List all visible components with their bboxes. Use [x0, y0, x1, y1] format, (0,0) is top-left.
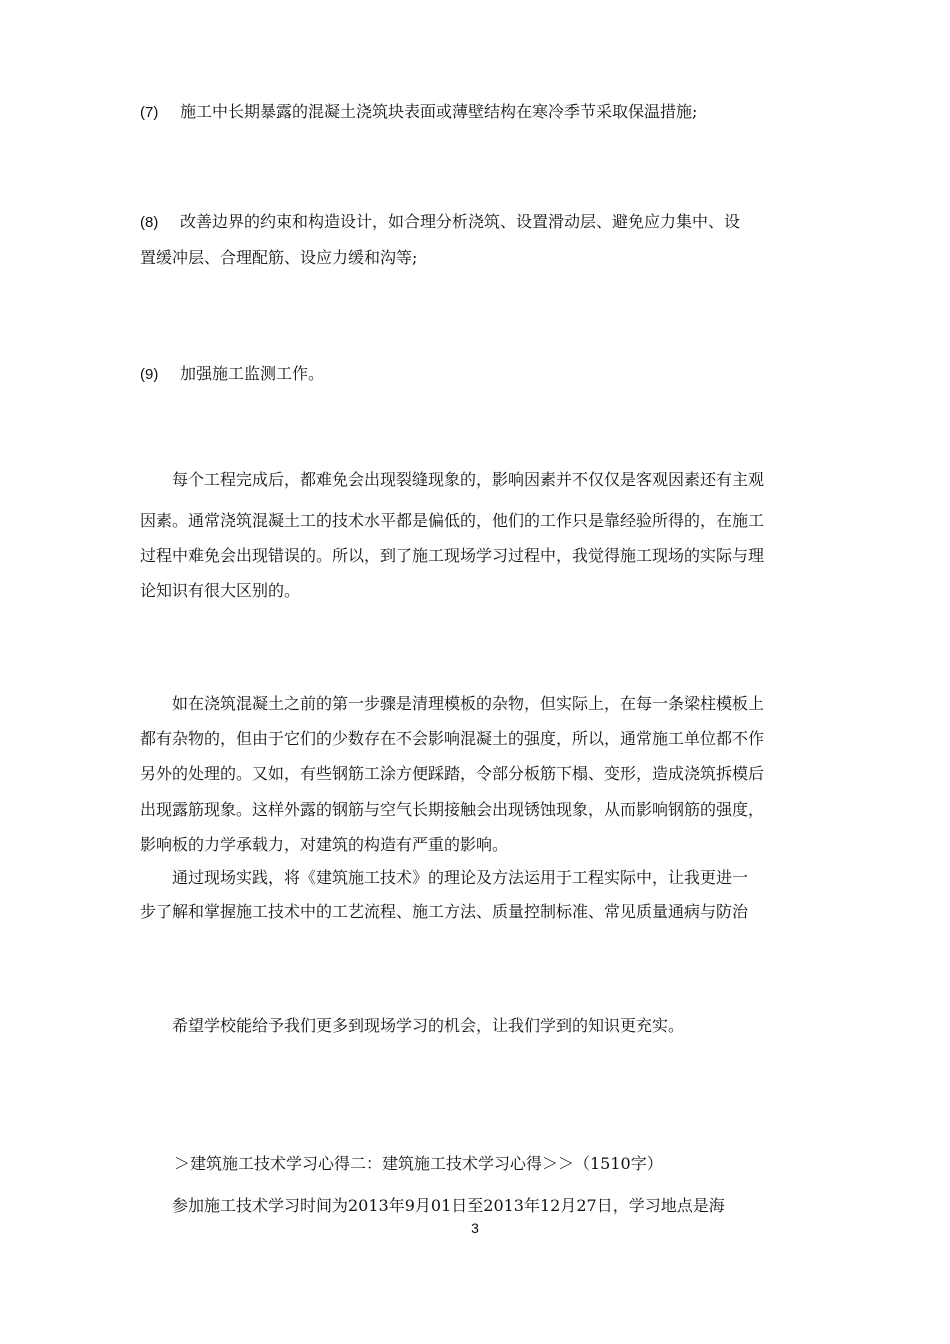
paragraph-line: 影响板的力学承载力，对建筑的构造有严重的影响。: [140, 835, 509, 854]
list-number: (7): [140, 104, 159, 121]
page-number: 3: [471, 1220, 479, 1236]
paragraph-line: 都有杂物的，但由于它们的少数存在不会影响混凝土的强度，所以，通常施工单位都不作: [140, 729, 765, 748]
paragraph-line: 因素。通常浇筑混凝土工的技术水平都是偏低的，他们的工作只是靠经验所得的，在施工: [140, 511, 765, 530]
paragraph-line: 过程中难免会出现错误的。所以，到了施工现场学习过程中，我觉得施工现场的实际与理: [140, 546, 765, 565]
paragraph-line: 每个工程完成后，都难免会出现裂缝现象的，影响因素并不仅仅是客观因素还有主观: [172, 470, 765, 489]
paragraph-line: 另外的处理的。又如，有些钢筋工涂方便踩踏，令部分板筋下榻、变形，造成浇筑拆模后: [140, 764, 765, 783]
list-item-8: [140, 206, 820, 239]
paragraph-line: 如在浇筑混凝土之前的第一步骤是清理模板的杂物，但实际上，在每一条梁柱模板上: [172, 694, 765, 713]
paragraph-line: 出现露筋现象。这样外露的钢筋与空气长期接触会出现锈蚀现象，从而影响钢筋的强度，: [140, 800, 765, 819]
list-text: 置缓冲层、合理配筋、设应力缓和沟等;: [140, 248, 418, 267]
list-text: 改善边界的约束和构造设计，如合理分析浇筑、设置滑动层、避免应力集中、设: [180, 212, 741, 231]
paragraph-line: 希望学校能给予我们更多到现场学习的机会，让我们学到的知识更充实。: [172, 1016, 685, 1035]
list-number: (8): [140, 214, 159, 231]
list-text: 加强施工监测工作。: [180, 364, 325, 383]
paragraph-line: 通过现场实践，将《建筑施工技术》的理论及方法运用于工程实际中，让我更进一: [172, 868, 749, 887]
list-item-7: [140, 96, 820, 129]
list-item-8-continued: [140, 242, 820, 274]
list-item-9: [140, 358, 820, 391]
list-number: (9): [140, 366, 159, 383]
list-text: 施工中长期暴露的混凝土浇筑块表面或薄壁结构在寒冷季节采取保温措施;: [180, 102, 698, 121]
paragraph-line: 参加施工技术学习时间为2013年9月01日至2013年12月27日，学习地点是海: [172, 1196, 725, 1215]
paragraph-line: 步了解和掌握施工技术中的工艺流程、施工方法、质量控制标准、常见质量通病与防治: [140, 902, 749, 921]
section-heading: ＞建筑施工技术学习心得二：建筑施工技术学习心得＞＞（1510字）: [174, 1154, 663, 1173]
paragraph-line: 论知识有很大区别的。: [140, 581, 301, 600]
